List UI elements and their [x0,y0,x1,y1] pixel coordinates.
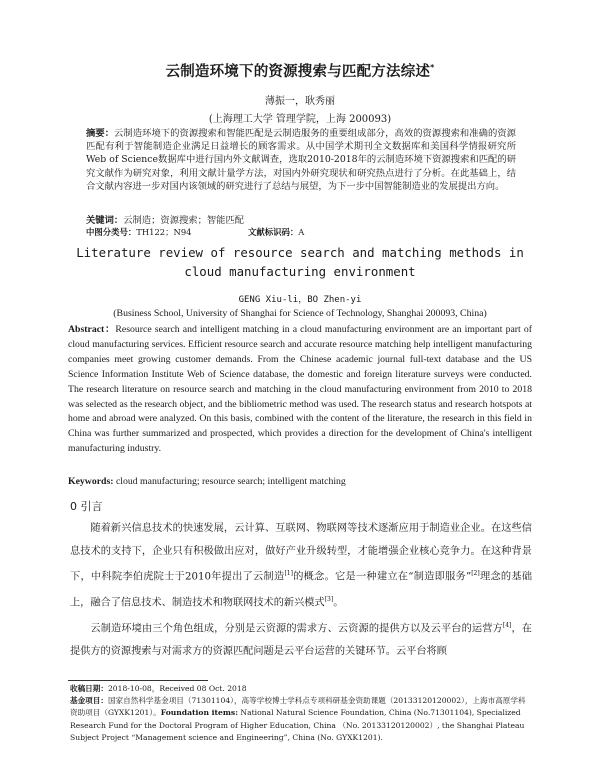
citation-ref[interactable]: [2] [471,570,480,578]
funding-note: 基金项目：国家自然科学基金项目（71301104），高等学校博士学科点专项科研基金资助课题（20133120120002），上海市高原学科资助项目（GYXK1201）。Foundation items: National Natural Science Foundation, China (No.71301104), Specialized Research Fund for the Doctoral Program of Higher Education, China （No. 20133120120002）, the Shanghai Plateau Subject Project “Management science and Engineering”, China (No. GYXK1201). [70,696,526,742]
paragraph: 随着新兴信息技术的快速发展，云计算、互联网、物联网等技术逐渐应用于制造业企业。在这些信息技术的支持下，企业只有积极做出应对，做好产业升级转型，才能增强企业核心竞争力。在这种背景下，中科院李伯虎院士于2010年提出了云制造[1]的概念。它是一种建立在“制造即服务”[2]理念的基础上，融合了信息技术、制造技术和物联网技术的新兴模式[3]。 [70,523,533,609]
abstract-en [68,323,532,457]
clc-label: 中图分类号： [86,227,137,237]
abstract-cn-label: 摘要： [86,128,115,139]
abstract-en-label: Abstract： [68,324,116,335]
abstract-en-text: Resource search and intelligent matching in a cloud manufacturing environment are an important part of cloud manufacturing services. Efficient resource search and accurate resource matching help intelligent manufacturing companies meet growing customer demands. From the Chinese academic journal full-text database and the US Science Information Institute Web of Science database, the domestic and foreign literature surveys were conducted. The research literature on resource search and matching in the cloud manufacturing environment from 2010 to 2018 was selected as the research object, and the bibliometric method was used. The research status and research hotspots at home and abroad were analyzed. On this basis, combined with the content of the literature, the research in this field in China was further summarized and prospected, which provides a direction for the development of China's intelligent manufacturing industry. [68,324,532,455]
abstract-cn [86,127,516,193]
citation-ref[interactable]: [3] [324,596,334,604]
body-text [70,518,532,664]
keywords-en-label: Keywords: [68,476,114,487]
document-code [248,226,304,238]
title-cn: 云制造环境下的资源搜索与匹配方法综述* [165,63,435,80]
citation-ref[interactable]: [1] [284,570,293,578]
abstract-cn-text: 云制造环境下的资源搜索和智能匹配是云制造服务的重要组成部分，高效的资源搜索和准确的资源匹配有利于智能制造企业满足日益增长的顾客需求。从中国学术期刊全文数据库和美国科学情报研究所Web of Science数据库中进行国内外文献调查，选取2010-2018年的云制造环境下资源搜索和匹配的研究文献作为研究对象，利用文献计量学方法，对国内外研究现状和研究热点进行了分析。在此基础上，结合文献内容进一步对国内该领域的研究进行了总结与展望，为下一步中国智能制造业的发展提出方向。 [86,128,516,192]
received-date: 收稿日期：2018-10-08，Received 08 Oct. 2018 [70,684,247,693]
authors-cn: 薄振一，耿秀丽 [265,96,335,107]
authors-en: GENG Xiu-li，BO Zhen-yi [238,295,362,305]
keywords-en [68,476,532,487]
keywords-cn-label: 关键词： [86,215,124,226]
section-title: 引言 [80,500,103,513]
paragraph: 云制造环境由三个角色组成，分别是云资源的需求方、云资源的提供方以及云平台的运营方[4]，在提供方的资源搜索与对需求方的资源匹配问题是云平台运营的关键环节。云平台将顾 [70,622,532,658]
doc-code-value: A [298,227,305,237]
keywords-cn-text: 云制造；资源搜索；智能匹配 [123,215,245,226]
doc-code-label: 文献标识码： [248,227,299,237]
footnote-divider [68,680,208,681]
citation-ref[interactable]: [4] [502,622,512,630]
footnotes [70,683,532,744]
keywords-en-text: cloud manufacturing; resource search; intelligent matching [115,476,346,487]
affiliation-cn: (上海理工大学 管理学院，上海 200093) [208,114,392,125]
clc-value: TH122；N94 [136,227,192,237]
section-heading [70,498,103,514]
keywords-cn [86,212,516,226]
title-footnote-mark: * [430,63,435,73]
classification-line [86,226,516,238]
affiliation-en: (Business School, University of Shanghai for Science of Technology, Shanghai 200093, China) [113,308,487,319]
section-number: 0 [70,500,77,513]
title-en: Literature review of resource search and matching methods in cloud manufacturing environment [76,245,524,279]
